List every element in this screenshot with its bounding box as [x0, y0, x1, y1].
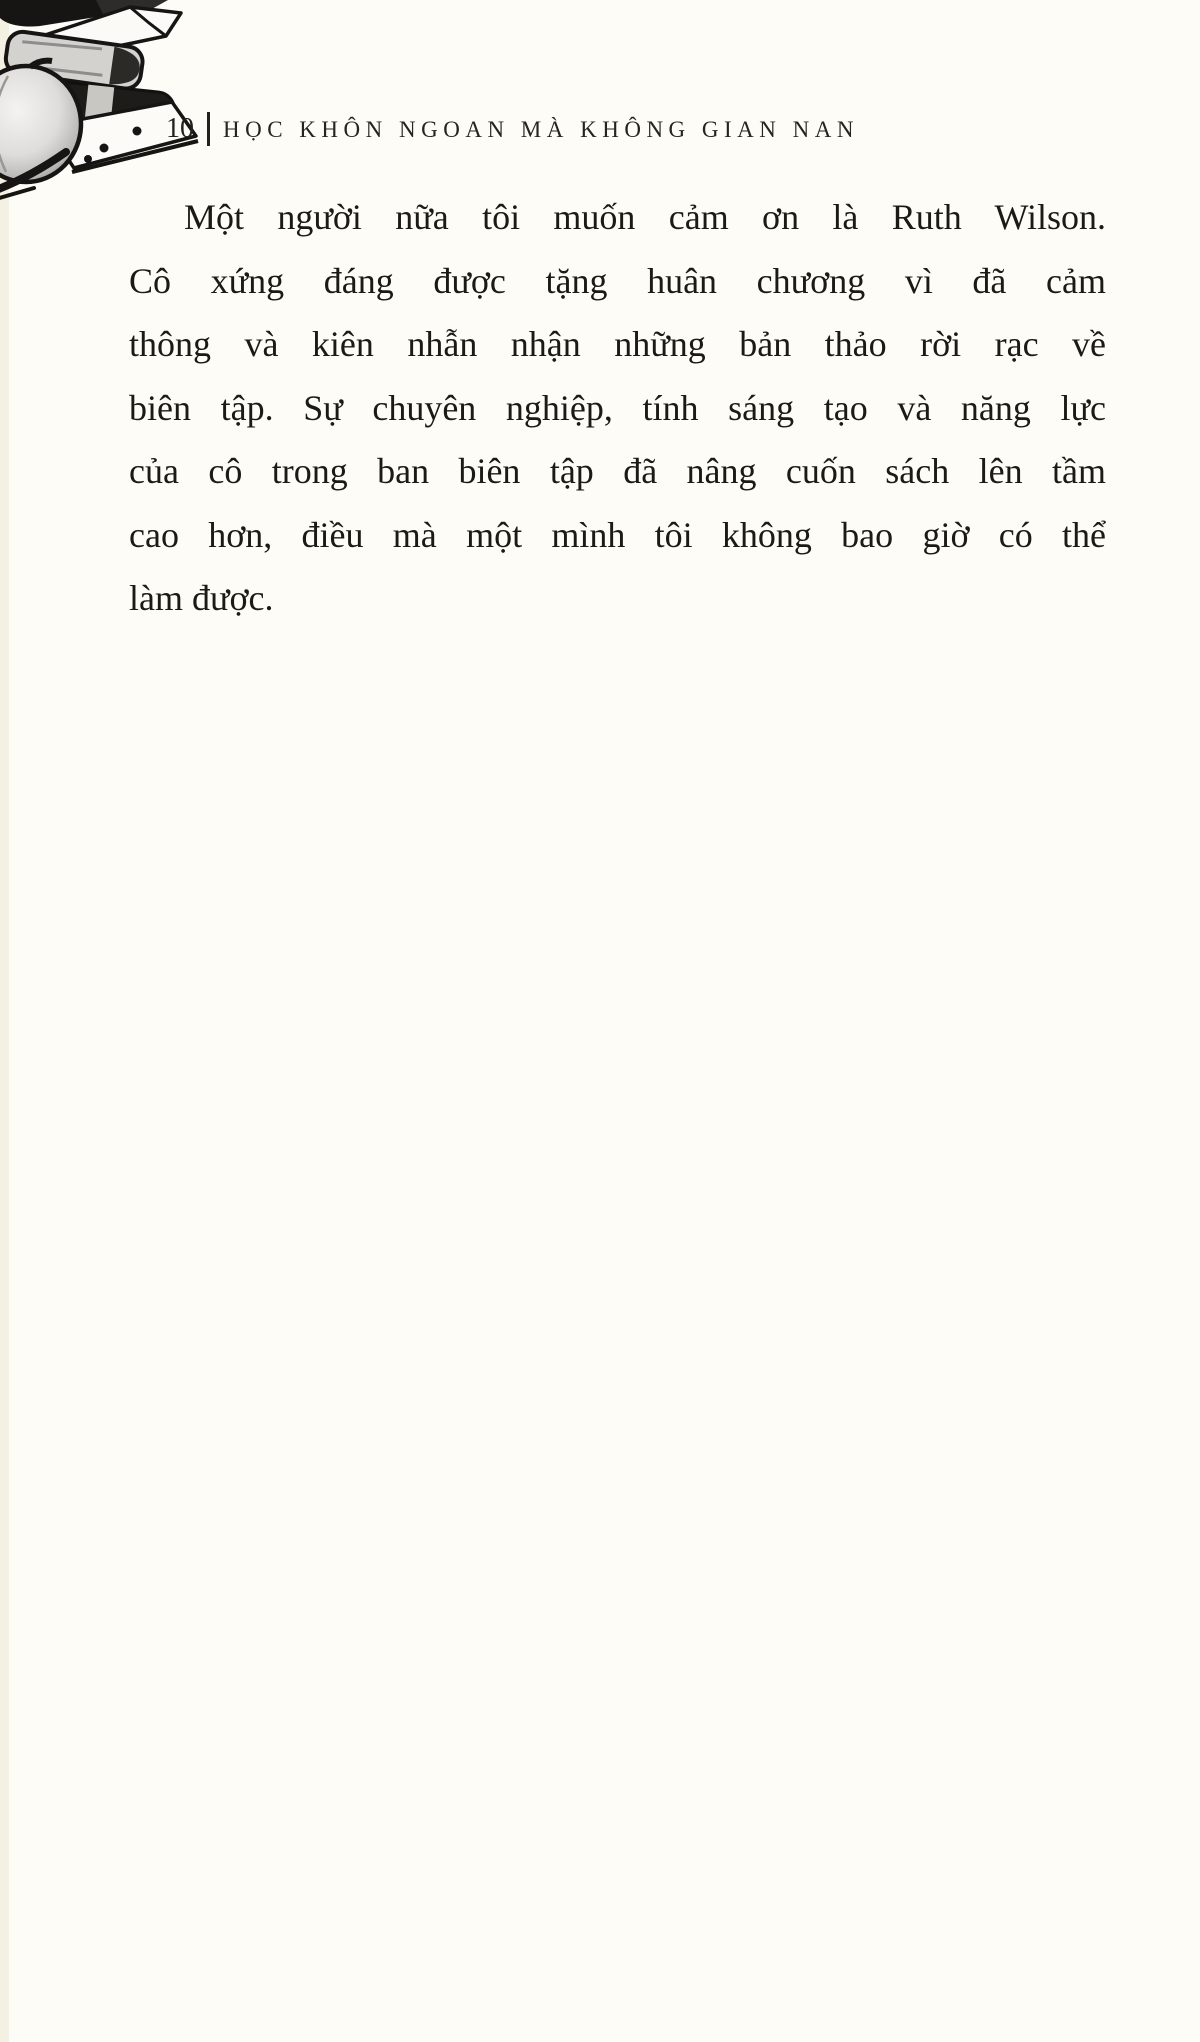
paragraph-line: biên tập. Sự chuyên nghiệp, tính sáng tạo và năng lực — [129, 387, 1106, 428]
running-title: HỌC KHÔN NGOAN MÀ KHÔNG GIAN NAN — [223, 116, 859, 142]
running-header — [166, 108, 859, 150]
header-separator-bar — [207, 112, 210, 146]
page-edge-shading — [0, 0, 9, 2042]
paragraph-line: thông và kiên nhẫn nhận những bản thảo rời rạc về — [129, 324, 1106, 364]
books-apple-illustration — [0, 0, 205, 200]
stacked-books-apple-icon — [0, 0, 205, 200]
paragraph-line: Một người nữa tôi muốn cảm ơn là Ruth Wilson. — [184, 197, 1106, 237]
acknowledgement-paragraph — [129, 186, 1106, 631]
paragraph-line: của cô trong ban biên tập đã nâng cuốn sách lên tầm — [129, 451, 1106, 491]
page-number: 10 — [166, 113, 194, 144]
paragraph-line: Cô xứng đáng được tặng huân chương vì đã cảm — [129, 260, 1106, 301]
paragraph-line: cao hơn, điều mà một mình tôi không bao giờ có thể — [129, 514, 1106, 555]
paragraph-line: làm được. — [129, 578, 274, 618]
